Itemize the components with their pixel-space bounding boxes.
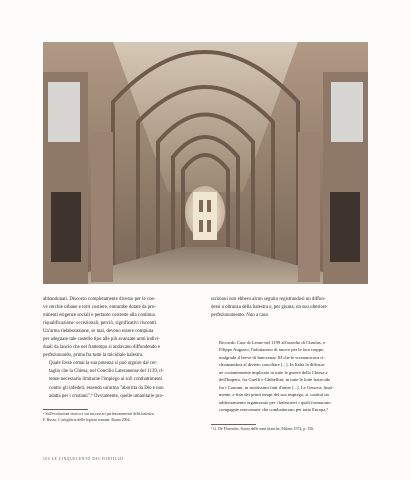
quote-line: Riccardo Cuor di Leone nel 1199 all'assedio di Chaslus, e: [219, 340, 326, 345]
quote-line: fra i Comuni, in moltissimi fatti d'arme [...]. Le Genova, final-: [219, 384, 334, 390]
nave-illustration: [43, 42, 368, 284]
body-line: per adeguare tale castello tipo alle più avanzate armi indivi-: [43, 337, 160, 343]
body-line: scrizioni non ebbero alcun seguito registrandosi un diffon-: [211, 297, 326, 302]
body-line: taglio che la Chiesa, nel Concilio Lateranense del 1139, ri-: [49, 369, 164, 375]
footnote-line: ⁴ Sull'evoluzione storica e sui successivi perfezionamenti della balestra,: [43, 412, 155, 416]
quote-line: chiamandosi al divieto conciliare [...]. In Italia la diffusio-: [219, 362, 326, 368]
body-line: Un'arma rielaborazione, se mai, devono essere compiuta: [43, 329, 154, 335]
body-line: perfezionando, prima fra tutte la micidiale balestra.: [43, 353, 144, 359]
block-quote: [219, 339, 369, 414]
body-line: contro gli infedeli, essendo un'arma "aborrita da Dio e non: [49, 385, 164, 391]
body-line: abbandonati. Discorso completamente diverso per le coe-: [43, 297, 156, 302]
footnote-rule-left: [43, 409, 88, 410]
body-line: duali da lancio che nel frattempo si andavano diffondendo e: [43, 345, 161, 351]
quote-line: mente, e fino dai primi tempi del suo impiego, si costituì un: [219, 392, 329, 398]
body-line: Quale fosse ormai la sua potenza si può arguire dal cer-: [49, 361, 158, 367]
footnote-right: [211, 426, 368, 432]
quote-line: dell'Impero, fra Guelfi e Ghibellini, in tutte le lotte fratricide: [219, 377, 331, 383]
left-column: [43, 296, 200, 401]
body-line: minenti esigenze sociali e pertanto costrette alla continua: [43, 313, 155, 319]
footnote-rule-right: [211, 424, 256, 425]
footnote-left: [43, 411, 203, 423]
quote-line: Filippo Augusto, l'adottarono di nuovo per le loro truppe,: [219, 347, 325, 353]
page-folio: 104 LE CINQUECENTO DEI FORTILIZI: [43, 457, 125, 461]
body-line: ve cerchie urbane e torri costiere, entrambe dotate da pro-: [43, 305, 156, 311]
body-line: tenne necessario limitarne l'impiego ai soli combattimenti: [49, 377, 163, 383]
body-line: dersi a oltranza della balestra e, per giunta, un suo ulteriore: [211, 305, 327, 311]
body-line: riqualificazione: eccezionali, perciò, significativi riscontri.: [43, 321, 158, 327]
footnote-line: ⁵ G. De Florentiis, Storia delle armi bianche, Milano 1974, p. 156.: [211, 427, 315, 431]
abbey-nave-photo: [43, 42, 368, 284]
right-column: [211, 296, 368, 320]
quote-line: malgrado il breve di Innocenzo III che le scomunicava ri-: [219, 354, 325, 360]
body-line: adatta per i cristiani".⁴ Ovviamente, quelle umanitarie pro-: [49, 393, 164, 399]
quote-line: addestramento organizzato per i balestrieri i quali formarono: [219, 399, 331, 405]
body-line: perfezionamento. Non a caso: [211, 313, 269, 319]
quote-line: compagnie mercenarie che combatterono per tutta Europa.⁵: [219, 407, 329, 413]
footnote-line: F. Russo, L'artiglieria delle legioni romane, Roma 2004.: [43, 418, 131, 423]
quote-line: ne costantemente implicato in tutte le guerre della Chiesa e: [219, 369, 328, 375]
